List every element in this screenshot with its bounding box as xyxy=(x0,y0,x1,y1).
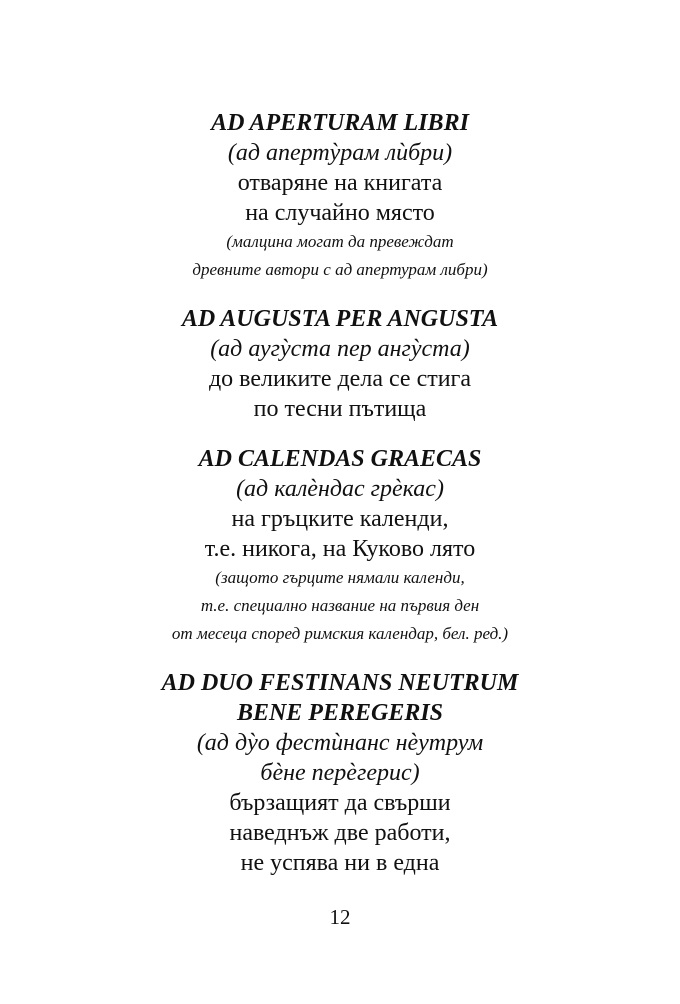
latin-phrase: AD APERTURAM LIBRI xyxy=(211,110,469,136)
pronunciation: (ад аугỳста пер ангỳста) xyxy=(210,336,470,362)
translation-line: по тесни пътища xyxy=(253,396,427,422)
latin-phrase: AD DUO FESTINANS NEUTRUM xyxy=(161,670,519,696)
latin-phrase: AD AUGUSTA PER ANGUSTA xyxy=(181,306,499,332)
translation-line: до великите дела се стига xyxy=(208,366,472,392)
note-line: древните автори с ад апертурам либри) xyxy=(192,260,488,279)
entry-ad-calendas-graecas xyxy=(0,444,680,648)
translation-line: отваряне на книгата xyxy=(237,170,443,196)
translation-line: не успява ни в една xyxy=(240,850,440,876)
note-line: (малцина могат да превеждат xyxy=(226,232,454,251)
latin-phrase: BENE PEREGERIS xyxy=(236,700,444,726)
note-line: (защото гърците нямали календи, xyxy=(215,568,465,587)
latin-phrase: AD CALENDAS GRAECAS xyxy=(198,446,482,472)
pronunciation: (ад калѐндас грѐкас) xyxy=(236,476,444,502)
translation-line: на гръцките календи, xyxy=(231,506,449,532)
pronunciation: бѐне перѐгерис) xyxy=(260,760,420,786)
pronunciation: (ад апертỳрам лѝбри) xyxy=(227,140,453,166)
translation-line: на случайно място xyxy=(245,200,435,226)
translation-line: т.е. никога, на Куково лято xyxy=(204,536,476,562)
page-content xyxy=(0,108,680,898)
translation-line: наведнъж две работи, xyxy=(229,820,451,846)
entry-ad-augusta-per-angusta xyxy=(0,304,680,424)
note-line: т.е. специално название на първия ден xyxy=(200,596,480,615)
translation-line: бързащият да свърши xyxy=(229,790,451,816)
page-number: 12 xyxy=(329,905,351,929)
note-line: от месеца според римския календар, бел. ред.) xyxy=(171,624,509,643)
entry-ad-aperturam-libri xyxy=(0,108,680,284)
pronunciation: (ад дỳо фестѝнанс нѐутрум xyxy=(196,730,484,756)
entry-ad-duo-festinans xyxy=(0,668,680,878)
